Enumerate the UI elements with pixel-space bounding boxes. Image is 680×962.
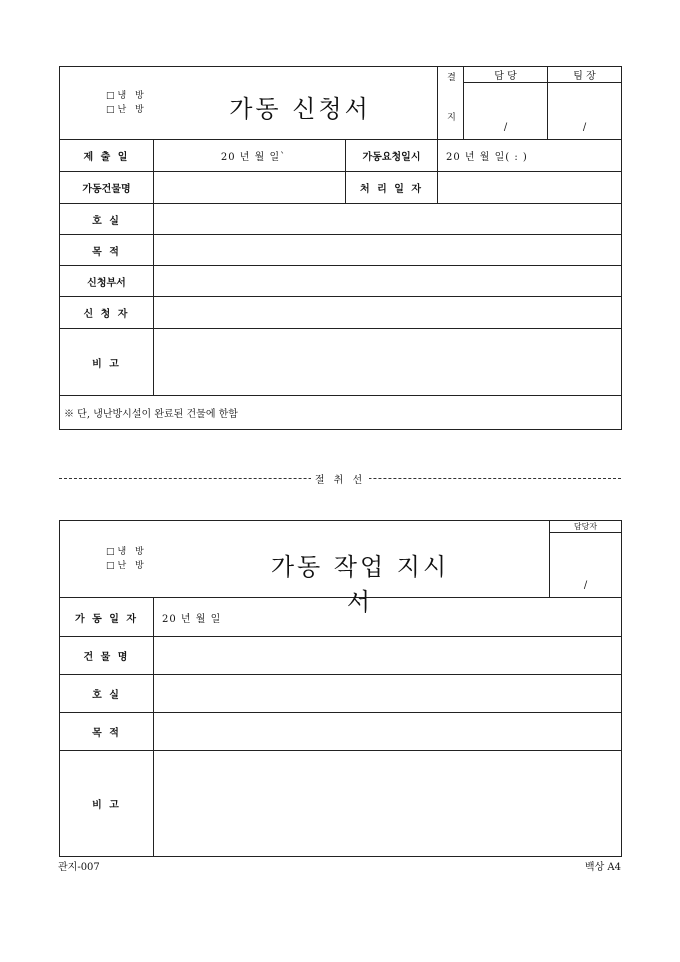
building-label: 가동건물명 [60, 172, 154, 204]
process-date-field[interactable] [438, 172, 622, 204]
wo-purpose-label: 목 적 [60, 713, 154, 751]
work-order-approval-header: 담당자 [550, 521, 622, 533]
applicant-field[interactable] [154, 297, 622, 329]
work-order-checkbox-group [106, 545, 147, 573]
room-field[interactable] [154, 204, 622, 235]
remarks-field[interactable] [154, 329, 622, 396]
application-form [59, 66, 622, 430]
application-header-cell [60, 67, 438, 140]
wo-room-label: 호 실 [60, 675, 154, 713]
work-order-header-cell [60, 521, 550, 616]
work-order-cooling-checkbox[interactable]: □냉 방 [106, 547, 147, 557]
form-code: 관지-007 [58, 862, 100, 873]
work-order-approval-sign[interactable]: / [550, 533, 622, 598]
heating-checkbox[interactable]: □난 방 [106, 105, 147, 115]
process-date-label: 처 리 일 자 [346, 172, 438, 204]
op-date-label: 가 동 일 자 [60, 598, 154, 637]
applicant-label: 신 청 자 [60, 297, 154, 329]
wo-purpose-field[interactable] [154, 713, 622, 751]
wo-remarks-label: 비 고 [60, 751, 154, 857]
approval-side-label: 결 지 [445, 71, 456, 135]
request-datetime-label: 가동요청일시 [346, 140, 438, 172]
wo-building-label: 건 물 명 [60, 637, 154, 675]
dept-field[interactable] [154, 266, 622, 297]
purpose-label: 목 적 [60, 235, 154, 266]
paper-size: 백상 A4 [584, 862, 621, 873]
approval-header-manager: 팀 장 [548, 67, 622, 83]
op-date-field[interactable]: 20 년 월 일 [154, 598, 622, 637]
wo-remarks-field[interactable] [154, 751, 622, 857]
cut-line-label: 절 취 선 [311, 475, 369, 486]
approval-staff-sign[interactable]: / [464, 83, 548, 140]
purpose-field[interactable] [154, 235, 622, 266]
building-field[interactable] [154, 172, 346, 204]
work-order-form [59, 520, 622, 857]
wo-room-field[interactable] [154, 675, 622, 713]
application-note: ※ 단, 냉난방시설이 완료된 건물에 한함 [60, 396, 622, 430]
cooling-checkbox[interactable]: □냉 방 [106, 91, 147, 101]
dept-label: 신청부서 [60, 266, 154, 297]
cut-line [59, 471, 621, 485]
checkbox-group [106, 89, 147, 117]
room-label: 호 실 [60, 204, 154, 235]
application-title: 가동 신청서 [229, 95, 371, 123]
remarks-label: 비 고 [60, 329, 154, 396]
work-order-title: 가동 작업 지시서 [270, 553, 450, 616]
work-order-heating-checkbox[interactable]: □난 방 [106, 561, 147, 571]
submit-date-field[interactable]: 20 년 월 일` [154, 140, 346, 172]
request-datetime-field[interactable]: 20 년 월 일( : ) [438, 140, 622, 172]
wo-building-field[interactable] [154, 637, 622, 675]
submit-date-label: 제 출 일 [60, 140, 154, 172]
approval-manager-sign[interactable]: / [548, 83, 622, 140]
approval-header-staff: 담 당 [464, 67, 548, 83]
approval-side-label-cell [438, 67, 464, 140]
